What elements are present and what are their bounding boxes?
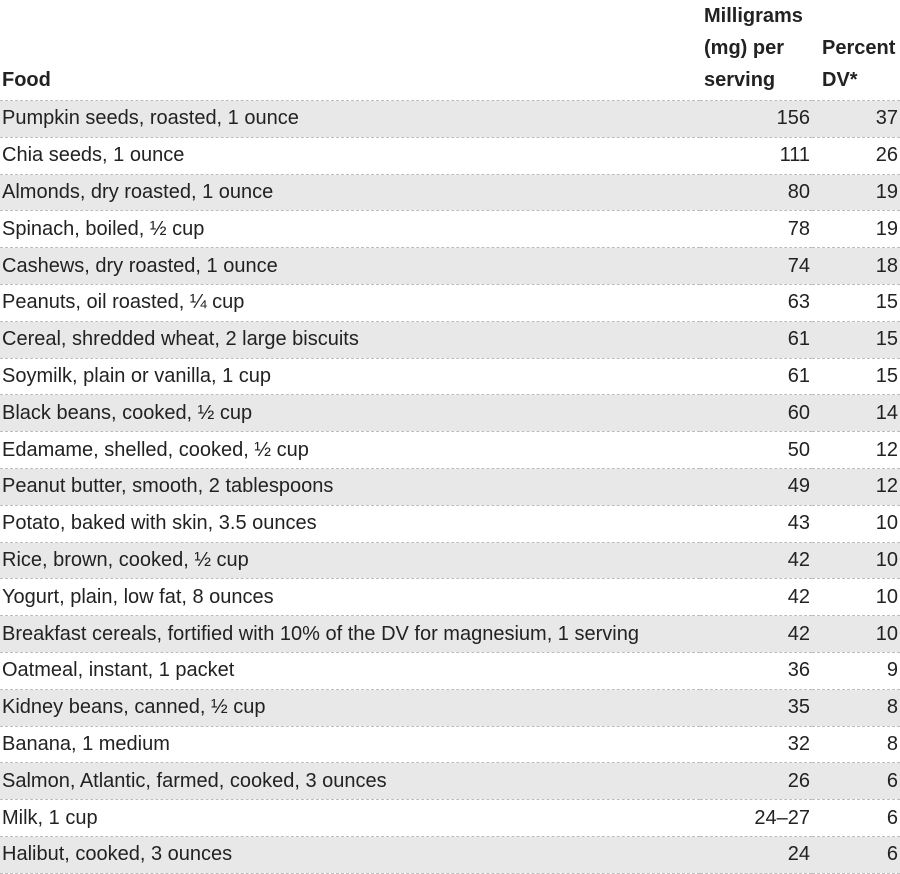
dv-cell: 19 [812, 174, 900, 211]
table-row [0, 652, 900, 689]
table-row [0, 284, 900, 321]
food-cell: Black beans, cooked, ½ cup [0, 395, 700, 432]
food-cell: Rice, brown, cooked, ½ cup [0, 542, 700, 579]
dv-cell: 14 [812, 395, 900, 432]
dv-cell: 12 [812, 468, 900, 505]
food-cell: Pumpkin seeds, roasted, 1 ounce [0, 101, 700, 138]
table-row [0, 248, 900, 285]
dv-cell: 6 [812, 836, 900, 873]
table-row [0, 137, 900, 174]
mg-cell: 61 [700, 358, 812, 395]
mg-cell: 42 [700, 616, 812, 653]
dv-cell: 37 [812, 101, 900, 138]
table-header [0, 0, 900, 101]
header-food: Food [0, 0, 700, 101]
dv-cell: 12 [812, 432, 900, 469]
dv-cell: 15 [812, 284, 900, 321]
mg-cell: 74 [700, 248, 812, 285]
mg-cell: 63 [700, 284, 812, 321]
mg-cell: 36 [700, 652, 812, 689]
mg-cell: 24 [700, 836, 812, 873]
mg-cell: 60 [700, 395, 812, 432]
dv-cell: 26 [812, 137, 900, 174]
dv-cell: 10 [812, 542, 900, 579]
table-row [0, 763, 900, 800]
mg-cell: 26 [700, 763, 812, 800]
food-cell: Milk, 1 cup [0, 800, 700, 837]
dv-cell: 10 [812, 579, 900, 616]
table-row [0, 432, 900, 469]
dv-cell: 8 [812, 726, 900, 763]
dv-cell: 15 [812, 321, 900, 358]
table-row [0, 689, 900, 726]
food-cell: Potato, baked with skin, 3.5 ounces [0, 505, 700, 542]
dv-cell: 6 [812, 800, 900, 837]
table-row [0, 211, 900, 248]
food-cell: Peanuts, oil roasted, ¼ cup [0, 284, 700, 321]
header-percent-dv: Percent DV* [812, 0, 900, 101]
table-row [0, 836, 900, 873]
dv-cell: 10 [812, 505, 900, 542]
table-row [0, 174, 900, 211]
food-cell: Almonds, dry roasted, 1 ounce [0, 174, 700, 211]
food-cell: Chia seeds, 1 ounce [0, 137, 700, 174]
mg-cell: 156 [700, 101, 812, 138]
mg-cell: 35 [700, 689, 812, 726]
header-row [0, 0, 900, 101]
food-cell: Halibut, cooked, 3 ounces [0, 836, 700, 873]
mg-cell: 111 [700, 137, 812, 174]
food-cell: Soymilk, plain or vanilla, 1 cup [0, 358, 700, 395]
food-cell: Salmon, Atlantic, farmed, cooked, 3 ounces [0, 763, 700, 800]
mg-cell: 61 [700, 321, 812, 358]
mg-cell: 80 [700, 174, 812, 211]
table-row [0, 800, 900, 837]
food-cell: Cashews, dry roasted, 1 ounce [0, 248, 700, 285]
mg-cell: 42 [700, 542, 812, 579]
header-mg-per-serving: Milligrams (mg) per serving [700, 0, 812, 101]
dv-cell: 15 [812, 358, 900, 395]
food-cell: Yogurt, plain, low fat, 8 ounces [0, 579, 700, 616]
dv-cell: 9 [812, 652, 900, 689]
table-body [0, 101, 900, 874]
food-cell: Spinach, boiled, ½ cup [0, 211, 700, 248]
dv-cell: 18 [812, 248, 900, 285]
food-cell: Oatmeal, instant, 1 packet [0, 652, 700, 689]
dv-cell: 6 [812, 763, 900, 800]
table-row [0, 505, 900, 542]
food-cell: Peanut butter, smooth, 2 tablespoons [0, 468, 700, 505]
table-row [0, 321, 900, 358]
food-cell: Kidney beans, canned, ½ cup [0, 689, 700, 726]
dv-cell: 19 [812, 211, 900, 248]
food-cell: Breakfast cereals, fortified with 10% of the DV for magnesium, 1 serving [0, 616, 700, 653]
food-cell: Edamame, shelled, cooked, ½ cup [0, 432, 700, 469]
dv-cell: 8 [812, 689, 900, 726]
table-row [0, 616, 900, 653]
mg-cell: 43 [700, 505, 812, 542]
mg-cell: 32 [700, 726, 812, 763]
mg-cell: 24–27 [700, 800, 812, 837]
mg-cell: 50 [700, 432, 812, 469]
mg-cell: 49 [700, 468, 812, 505]
table-row [0, 579, 900, 616]
mg-cell: 78 [700, 211, 812, 248]
table-row [0, 468, 900, 505]
food-cell: Banana, 1 medium [0, 726, 700, 763]
table-row [0, 395, 900, 432]
table-row [0, 726, 900, 763]
table-row [0, 101, 900, 138]
dv-cell: 10 [812, 616, 900, 653]
mg-cell: 42 [700, 579, 812, 616]
table-row [0, 358, 900, 395]
food-cell: Cereal, shredded wheat, 2 large biscuits [0, 321, 700, 358]
table-row [0, 542, 900, 579]
